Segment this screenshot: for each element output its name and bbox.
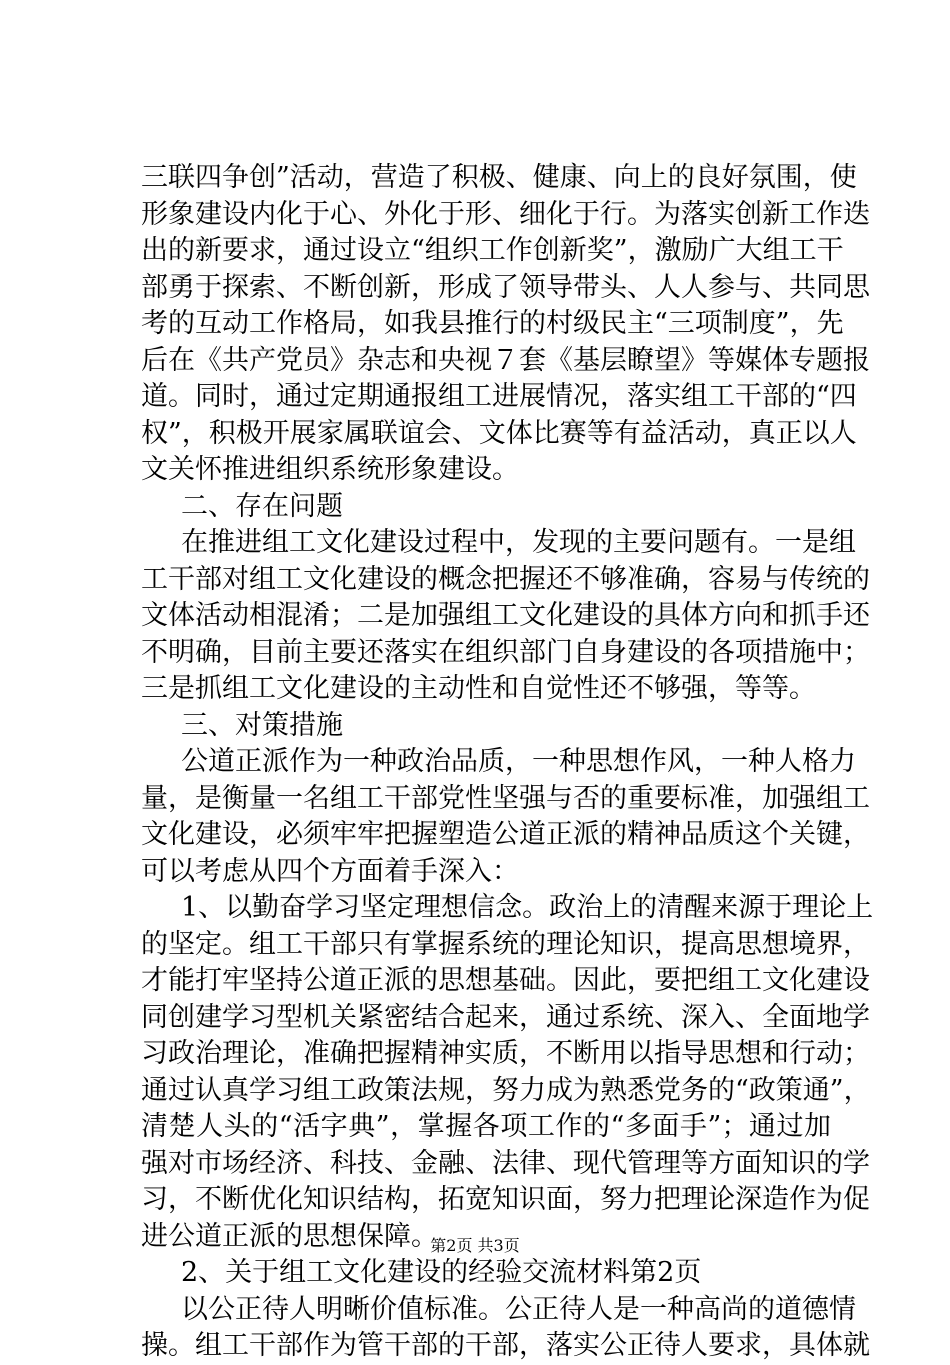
- text-line: 不明确，目前主要还落实在组织部门自身建设的各项措施中；: [141, 636, 870, 668]
- text-line: 部勇于探索、不断创新，形成了领导带头、人人参与、共同思: [141, 271, 870, 303]
- text-line: 强对市场经济、科技、金融、法律、现代管理等方面知识的学: [141, 1147, 870, 1179]
- page-footer: 第2页 共3页: [430, 1236, 520, 1255]
- text-line: 才能打牢坚持公道正派的思想基础。因此，要把组工文化建设: [141, 965, 870, 996]
- text-line: 量，是衡量一名组工干部党性坚强与否的重要标准，加强组工: [141, 782, 870, 814]
- text-line: 权”，积极开展家属联谊会、文体比赛等有益活动，真正以人: [141, 417, 857, 449]
- text-line: 工干部对组工文化建设的概念把握还不够准确，容易与传统的: [141, 563, 870, 595]
- text-line: 三联四争创”活动，营造了积极、健康、向上的良好氛围，使: [141, 162, 857, 193]
- text-line: 习政治理论，准确把握精神实质，不断用以指导思想和行动；: [141, 1038, 870, 1069]
- text-line: 公道正派作为一种政治品质，一种思想作风，一种人格力: [181, 746, 856, 777]
- document-body: [141, 160, 874, 1365]
- text-line: 文关怀推进组织系统形象建设。: [141, 454, 519, 485]
- section-heading: 二、存在问题: [181, 490, 343, 522]
- text-line: 道。同时，通过定期通报组工进展情况，落实组工干部的“四: [141, 381, 857, 412]
- text-line: 清楚人头的“活字典”，掌握各项工作的“多面手”；通过加: [141, 1111, 831, 1142]
- section-heading: 三、对策措施: [181, 709, 343, 741]
- text-line: 三是抓组工文化建设的主动性和自觉性还不够强，等等。: [141, 673, 816, 704]
- text-line: 习，不断优化知识结构，拓宽知识面，努力把理论深造作为促: [141, 1184, 870, 1215]
- text-line: 文体活动相混淆；二是加强组工文化建设的具体方向和抓手还: [141, 600, 870, 631]
- text-line: 通过认真学习组工政策法规，努力成为熟悉党务的“政策通”，: [141, 1074, 871, 1106]
- text-line: 以公正待人明晰价值标准。公正待人是一种高尚的道德情: [181, 1293, 856, 1325]
- text-line: 考的互动工作格局，如我县推行的村级民主“三项制度”，先: [141, 308, 844, 339]
- text-line: 在推进组工文化建设过程中，发现的主要问题有。一是组: [181, 527, 856, 558]
- section-heading: 2、关于组工文化建设的经验交流材料第2页: [181, 1257, 702, 1288]
- text-line: 出的新要求，通过设立“组织工作创新奖”，激励广大组工干: [141, 235, 844, 266]
- text-line: 形象建设内化于心、外化于形、细化于行。为落实创新工作迭: [141, 198, 870, 230]
- text-line: 同创建学习型机关紧密结合起来，通过系统、深入、全面地学: [141, 1001, 870, 1033]
- text-line: 操。组工干部作为管干部的干部，落实公正待人要求，具体就: [141, 1330, 870, 1361]
- text-line: 1、以勤奋学习坚定理想信念。政治上的清醒来源于理论上: [181, 892, 874, 923]
- text-line: 后在《共产党员》杂志和央视７套《基层瞭望》等媒体专题报: [141, 344, 870, 376]
- text-line: 的坚定。组工干部只有掌握系统的理论知识，提高思想境界，: [141, 928, 870, 960]
- text-line: 文化建设，必须牢牢把握塑造公道正派的精神品质这个关键，: [141, 819, 870, 850]
- text-line: 进公道正派的思想保障。: [141, 1220, 438, 1252]
- text-line: 可以考虑从四个方面着手深入：: [141, 855, 519, 887]
